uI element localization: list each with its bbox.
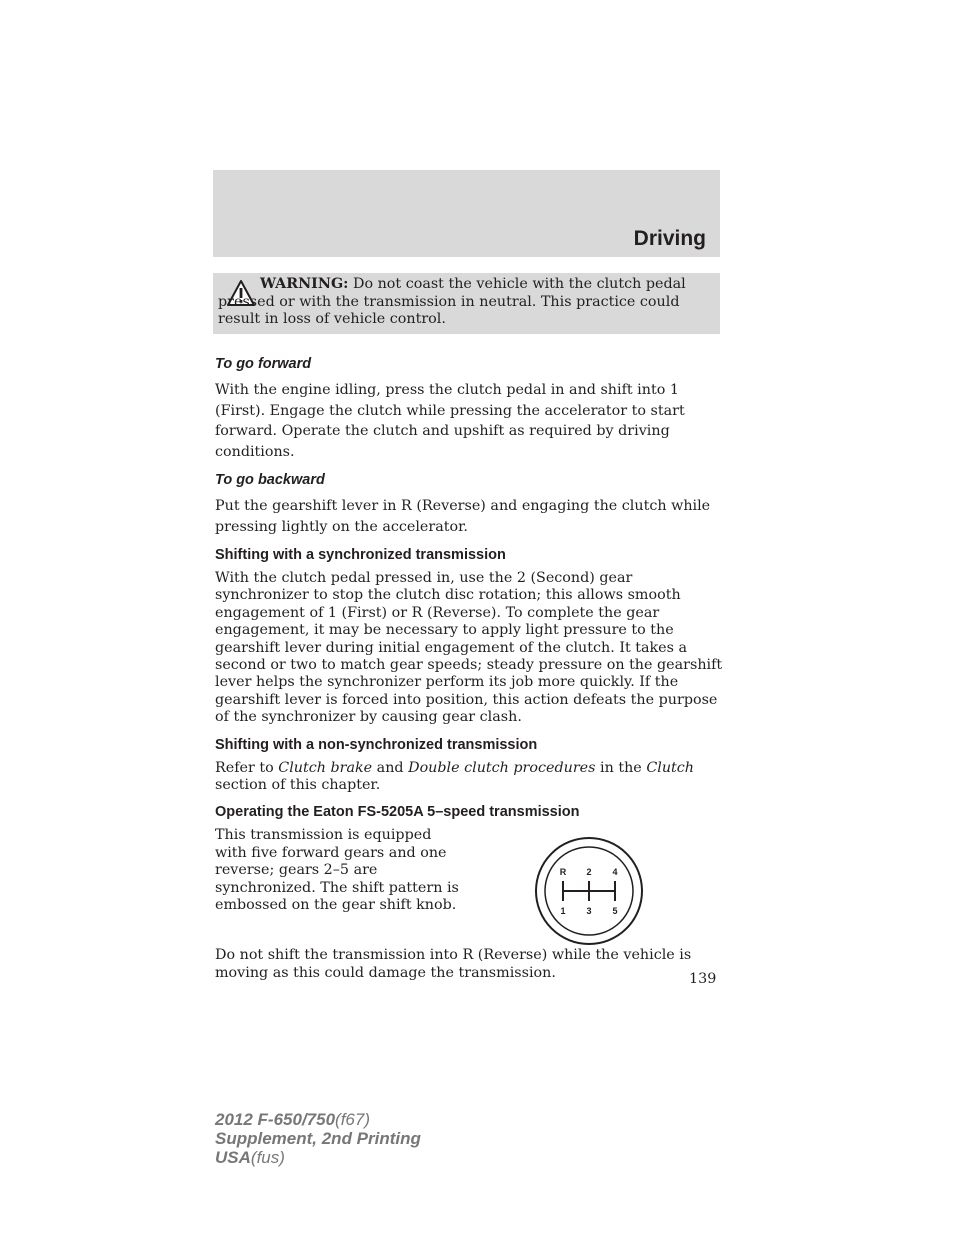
page-number: 139 — [689, 971, 717, 987]
section-title: Driving — [633, 227, 706, 250]
gear-label-3: 3 — [586, 906, 592, 917]
gear-label-4: 4 — [612, 867, 618, 878]
heading-synchronized: Shifting with a synchronized transmission — [215, 547, 506, 563]
footer-market-code: (fus) — [250, 1148, 285, 1167]
section-header — [213, 170, 720, 257]
shift-knob-pattern-icon — [533, 835, 645, 947]
eaton-row — [215, 827, 725, 947]
gear-label-1: 1 — [560, 906, 566, 917]
footer-market: USA — [215, 1148, 251, 1167]
gear-label-r: R — [559, 867, 567, 878]
paragraph-go-forward: With the engine idling, press the clutch pedal in and shift into 1 (First). Engage the clutch while pressing the accelerator to start forward. Operate the clutch and upshift as required by driving conditions. — [215, 382, 685, 460]
footer-line-2 — [215, 1129, 421, 1148]
paragraph-non-synchronized — [215, 760, 725, 795]
heading-non-synchronized: Shifting with a non-synchronized transmission — [215, 736, 538, 753]
footer-line-1 — [215, 1110, 421, 1129]
gear-label-2: 2 — [586, 867, 592, 878]
paragraph-eaton: This transmission is equipped with five forward gears and one reverse; gears 2–5 are synchronized. The shift pattern is embossed on the gear shift knob. — [215, 827, 459, 914]
ref-double-clutch: Double clutch procedures — [408, 759, 596, 776]
heading-go-forward: To go forward — [215, 356, 312, 372]
and-text: and — [376, 759, 404, 776]
footer-model-code: (f67) — [335, 1110, 371, 1129]
gear-label-5: 5 — [612, 906, 618, 917]
warning-label: WARNING: — [260, 276, 349, 292]
paragraph-go-backward: Put the gearshift lever in R (Reverse) and engaging the clutch while pressing lightly on the accelerator. — [215, 498, 711, 535]
in-the-text: in the — [600, 759, 642, 776]
warning-box — [213, 273, 720, 334]
heading-eaton: Operating the Eaton FS-5205A 5–speed transmission — [215, 804, 580, 821]
heading-go-backward: To go backward — [215, 472, 325, 488]
footer-printing-info — [215, 1110, 421, 1167]
main-content — [215, 356, 725, 992]
footer-model: 2012 F-650/750 — [215, 1110, 336, 1129]
ref-clutch-brake: Clutch brake — [278, 759, 373, 776]
footer-line-3 — [215, 1148, 421, 1167]
warning-text: Do not coast the vehicle with the clutch pedal pressed or with the transmission in neutral. This practice could result in loss of vehicle control. — [218, 276, 686, 327]
refer-text: Refer to — [215, 759, 274, 776]
section-tail-text: section of this chapter. — [215, 777, 381, 794]
ref-clutch: Clutch — [646, 759, 694, 776]
paragraph-synchronized: With the clutch pedal pressed in, use the 2 (Second) gear synchronizer to stop the clutch disc rotation; this allows smooth engagement of 1 (First) or R (Reverse). To complete the gear engagement, it may be necessary to apply light pressure to the gearshift lever during initial engagement of the clutch. It takes a second or two to match gear speeds; steady pressure on the gearshift lever helps the synchronizer perform its job more quickly. If the gearshift lever is forced into position, this action defeats the purpose of the synchronizer by causing gear clash. — [215, 570, 723, 726]
footer-printing: Supplement, 2nd Printing — [215, 1129, 421, 1148]
paragraph-reverse-warning: Do not shift the transmission into R (Reverse) while the vehicle is moving as this could damage the transmission. — [215, 947, 692, 981]
warning-text-block — [218, 276, 708, 329]
